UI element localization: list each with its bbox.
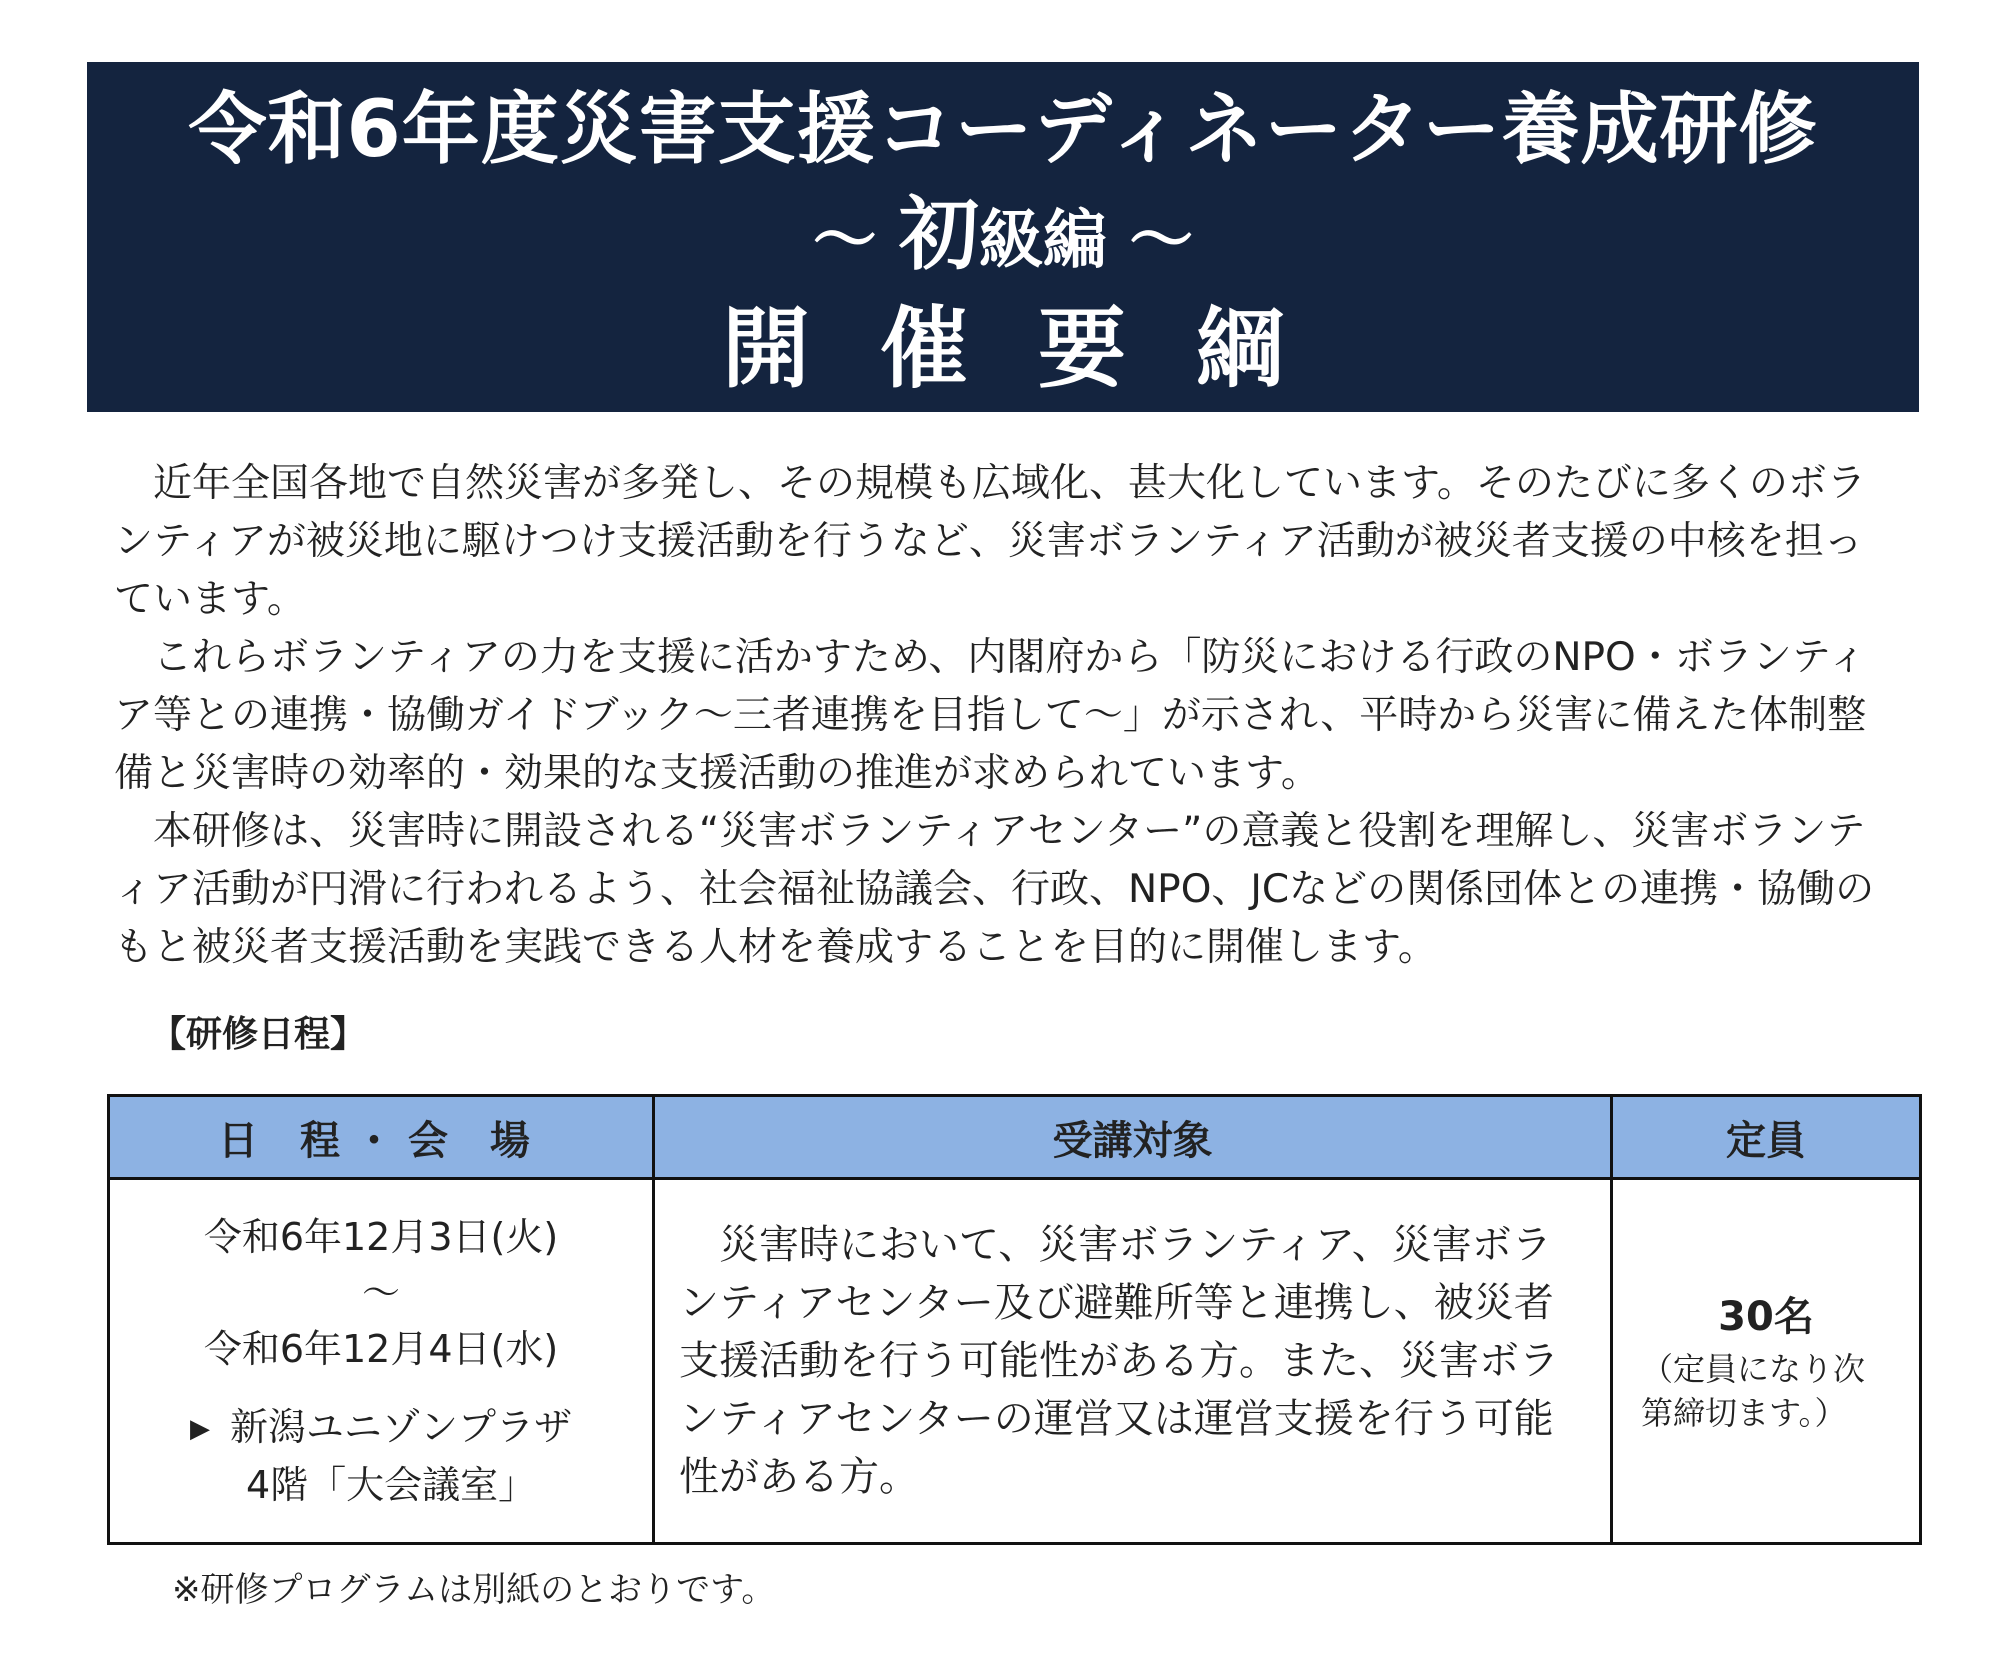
triangle-right-icon: ▶ bbox=[189, 1414, 210, 1445]
table-header-row bbox=[109, 1096, 1921, 1179]
intro-paragraph-2: これらボランティアの力を支援に活かすため、内閣府から「防災における行政のNPO・ボランティア等との連携・協働ガイドブック～三者連携を目指して～」が示され、平時から災害に備えた体制整備と災害時の効率的・効果的な支援活動の推進が求められています。 bbox=[114, 635, 1867, 796]
intro-paragraph-3: 本研修は、災害時に開設される“災害ボランティアセンター”の意義と役割を理解し、災害ボランティア活動が円滑に行われるよう、社会福祉協議会、行政、NPO、JCなどの関係団体との連携・協働のもと被災者支援活動を実践できる人材を養成することを目的に開催します。 bbox=[114, 809, 1875, 970]
date-venue-cell bbox=[109, 1179, 654, 1544]
header-capacity: 定員 bbox=[1612, 1096, 1921, 1179]
table-row bbox=[109, 1179, 1921, 1544]
capacity-cell bbox=[1612, 1179, 1921, 1544]
venue bbox=[190, 1399, 572, 1514]
header-date-venue: 日 程・会 場 bbox=[109, 1096, 654, 1179]
date-end: 令和6年12月4日(水) bbox=[203, 1326, 559, 1371]
page-title: 令和6年度災害支援コーディネーター養成研修 bbox=[188, 85, 1818, 175]
subtitle-tilde-right: ～ bbox=[1129, 204, 1194, 278]
venue-name: 新潟ユニゾンプラザ bbox=[229, 1404, 572, 1449]
intro-paragraph-1: 近年全国各地で自然災害が多発し、その規模も広域化、甚大化しています。そのたびに多くのボランティアが被災地に駆けつけ支援活動を行うなど、災害ボランティア活動が被災者支援の中核を担っています。 bbox=[114, 461, 1866, 622]
date-start: 令和6年12月3日(火) bbox=[203, 1214, 559, 1259]
title-banner bbox=[87, 62, 1919, 412]
subtitle-level-rest: 級編 bbox=[979, 204, 1107, 278]
capacity-value: 30名 bbox=[1718, 1294, 1814, 1340]
subtitle-tilde-left: ～ bbox=[812, 204, 877, 278]
subtitle bbox=[87, 190, 1919, 286]
header-target: 受講対象 bbox=[654, 1096, 1612, 1179]
target-text: 災害時において、災害ボランティア、災害ボランティアセンター及び避難所等と連携し、被災者支援活動を行う可能性がある方。また、災害ボランティアセンターの運営又は運営支援を行う可能性がある方。 bbox=[679, 1222, 1559, 1500]
schedule-table bbox=[107, 1094, 1922, 1545]
footnote: ※研修プログラムは別紙のとおりです。 bbox=[172, 1570, 776, 1610]
subtitle-level-char: 初 bbox=[899, 188, 979, 281]
target-cell bbox=[654, 1179, 1612, 1544]
date-range-tilde: ～ bbox=[361, 1270, 400, 1315]
schedule-heading: 【研修日程】 bbox=[150, 1014, 367, 1055]
intro-text bbox=[114, 455, 1900, 977]
outline-heading: 開催要綱 bbox=[721, 297, 1354, 400]
venue-room: 4階「大会議室」 bbox=[245, 1463, 537, 1508]
capacity-note: （定員になり次第締切ます。） bbox=[1641, 1350, 1866, 1432]
